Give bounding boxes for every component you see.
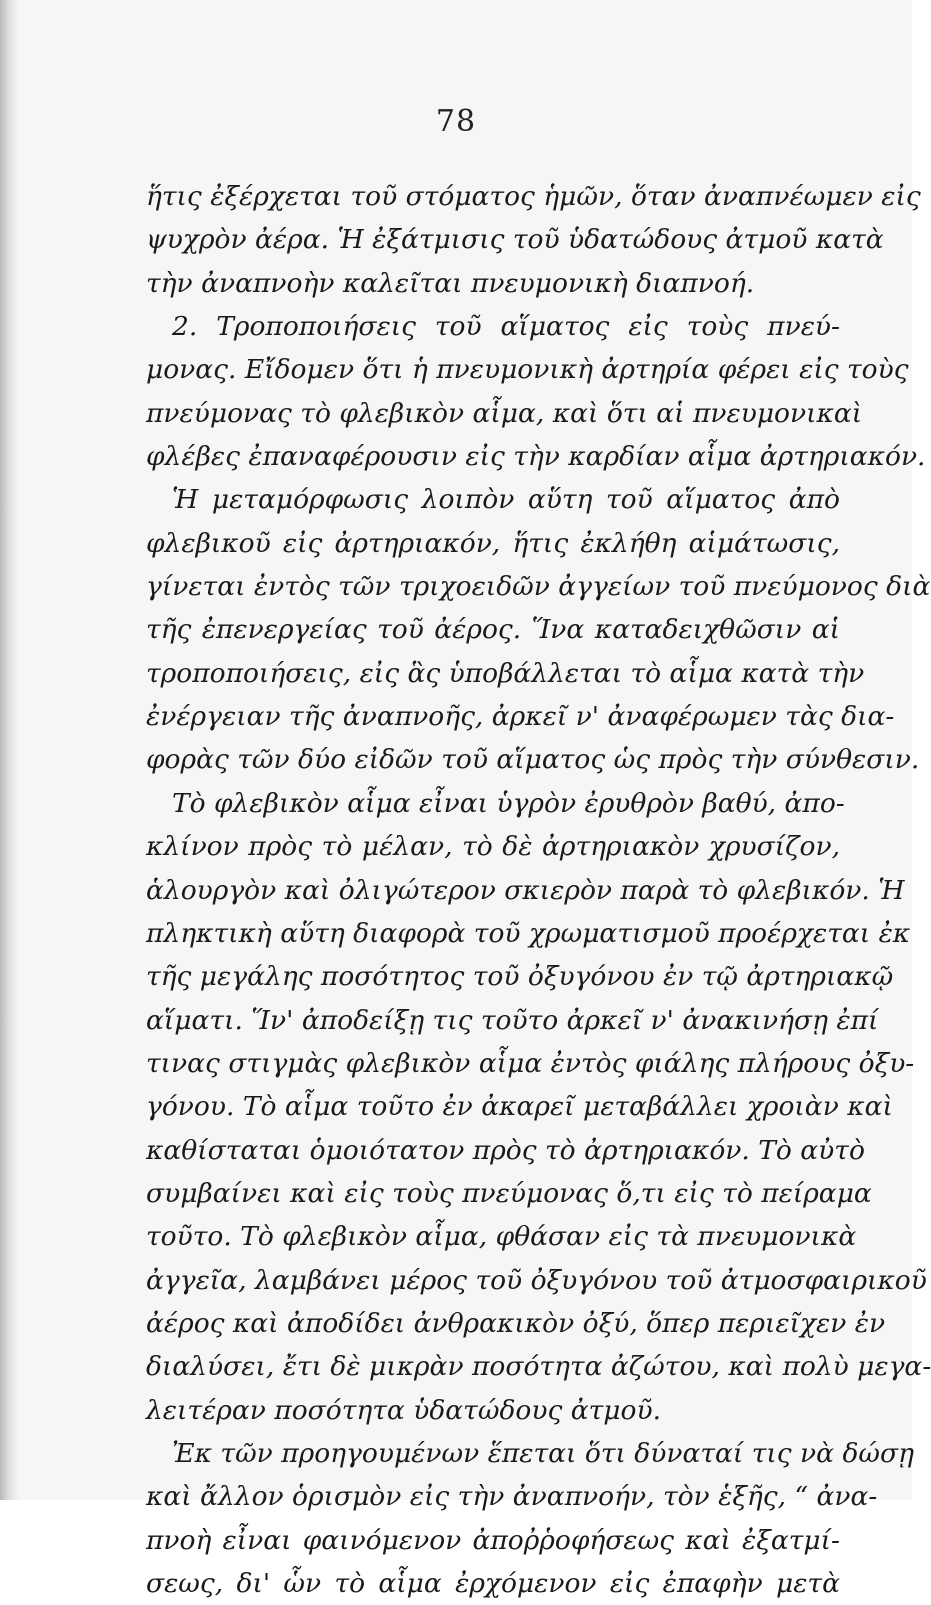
text-line: τροποποιήσεις, εἰς ἃς ὑποβάλλεται τὸ αἷμα κατὰ τὴν [146,657,865,689]
text-line: ψυχρὸν ἀέρα. Ἡ ἐξάτμισις τοῦ ὑδατώδους ἀτμοῦ κατὰ [146,224,884,256]
text-line: σεως, δι' ὧν τὸ αἷμα ἐρχόμενον εἰς ἐπαφὴν μετὰ [146,1568,840,1599]
text-line: διαλύσει, ἔτι δὲ μικρὰν ποσότητα ἀζώτου, καὶ πολὺ μεγα- [146,1351,931,1383]
text-line: λειτέραν ποσότητα ὑδατώδους ἀτμοῦ. [146,1394,662,1426]
body-text [146,175,931,1605]
text-line: αἵματι. Ἵν' ἀποδείξῃ τις τοῦτο ἀρκεῖ ν' ἀνακινήσῃ ἐπί [146,1004,879,1036]
text-line: μονας. Εἴδομεν ὅτι ἡ πνευμονικὴ ἀρτηρία φέρει εἰς τοὺς [146,354,909,386]
text-line: πνοὴ εἶναι φαινόμενον ἀποῤῥοφήσεως καὶ ἐξατμί- [146,1524,840,1556]
text-line: συμβαίνει καὶ εἰς τοὺς πνεύμονας ὅ,τι εἰς τὸ πείραμα [146,1177,872,1209]
text-line: τῆς ἐπενεργείας τοῦ ἀέρος. Ἵνα καταδειχθῶσιν αἱ [146,614,840,646]
text-line: τὴν ἀναπνοὴν καλεῖται πνευμονικὴ διαπνοή. [146,267,755,299]
text-line: καὶ ἄλλον ὁρισμὸν εἰς τὴν ἀναπνοήν, τὸν ἑξῆς, “ ἀνα- [146,1481,878,1513]
text-line: Ἐκ τῶν προηγουμένων ἕπεται ὅτι δύναταί τις νὰ δώσῃ [172,1437,914,1469]
text-line: τινας στιγμὰς φλεβικὸν αἷμα ἐντὸς φιάλης πλήρους ὀξυ- [146,1047,915,1079]
text-line: φλέβες ἐπαναφέρουσιν εἰς τὴν καρδίαν αἷμα ἀρτηριακόν. [146,441,926,473]
text-line: ἀγγεῖα, λαμβάνει μέρος τοῦ ὀξυγόνου τοῦ ἀτμοσφαιρικοῦ [146,1264,927,1296]
text-line: καθίσταται ὁμοιότατον πρὸς τὸ ἀρτηριακόν. Τὸ αὐτὸ [146,1134,865,1166]
text-line: τῆς μεγάλης ποσότητος τοῦ ὀξυγόνου ἐν τῷ ἀρτηριακῷ [146,961,894,993]
text-line: Ἡ μεταμόρφωσις λοιπὸν αὕτη τοῦ αἵματος ἀπὸ [172,484,840,516]
page-number: 78 [435,104,477,139]
text-line: πληκτικὴ αὕτη διαφορὰ τοῦ χρωματισμοῦ προέρχεται ἐκ [146,917,911,949]
text-line: ἐνέργειαν τῆς ἀναπνοῆς, ἀρκεῖ ν' ἀναφέρωμεν τὰς δια- [146,701,895,733]
text-line: φορὰς τῶν δύο εἰδῶν τοῦ αἵματος ὡς πρὸς τὴν σύνθεσιν. [146,744,920,776]
text-line: Τὸ φλεβικὸν αἷμα εἶναι ὑγρὸν ἐρυθρὸν βαθύ, ἀπο- [172,787,845,819]
text-line: πνεύμονας τὸ φλεβικὸν αἷμα, καὶ ὅτι αἱ πνευμονικαὶ [146,397,863,429]
scan-binding-shadow [0,0,20,1500]
text-line: ἥτις ἐξέρχεται τοῦ στόματος ἡμῶν, ὅταν ἀναπνέωμεν εἰς [146,181,921,212]
text-line: 2. Τροποποιήσεις τοῦ αἵματος εἰς τοὺς πνεύ- [172,311,840,343]
text-line: γίνεται ἐντὸς τῶν τριχοειδῶν ἀγγείων τοῦ πνεύμονος διὰ [146,571,931,603]
text-line: τοῦτο. Τὸ φλεβικὸν αἷμα, φθάσαν εἰς τὰ πνευμονικὰ [146,1221,857,1253]
text-line: ἀέρος καὶ ἀποδίδει ἀνθρακικὸν ὀξύ, ὅπερ περιεῖχεν ἐν [146,1307,886,1339]
text-line: φλεβικοῦ εἰς ἀρτηριακόν, ἥτις ἐκλήθη αἱμάτωσις, [146,527,840,559]
text-line: ἁλουργὸν καὶ ὀλιγώτερον σκιερὸν παρὰ τὸ φλεβικόν. Ἡ [146,874,905,906]
text-line: κλίνον πρὸς τὸ μέλαν, τὸ δὲ ἀρτηριακὸν χρυσίζον, [146,831,840,863]
text-line: γόνου. Τὸ αἷμα τοῦτο ἐν ἀκαρεῖ μεταβάλλει χροιὰν καὶ [146,1091,893,1123]
